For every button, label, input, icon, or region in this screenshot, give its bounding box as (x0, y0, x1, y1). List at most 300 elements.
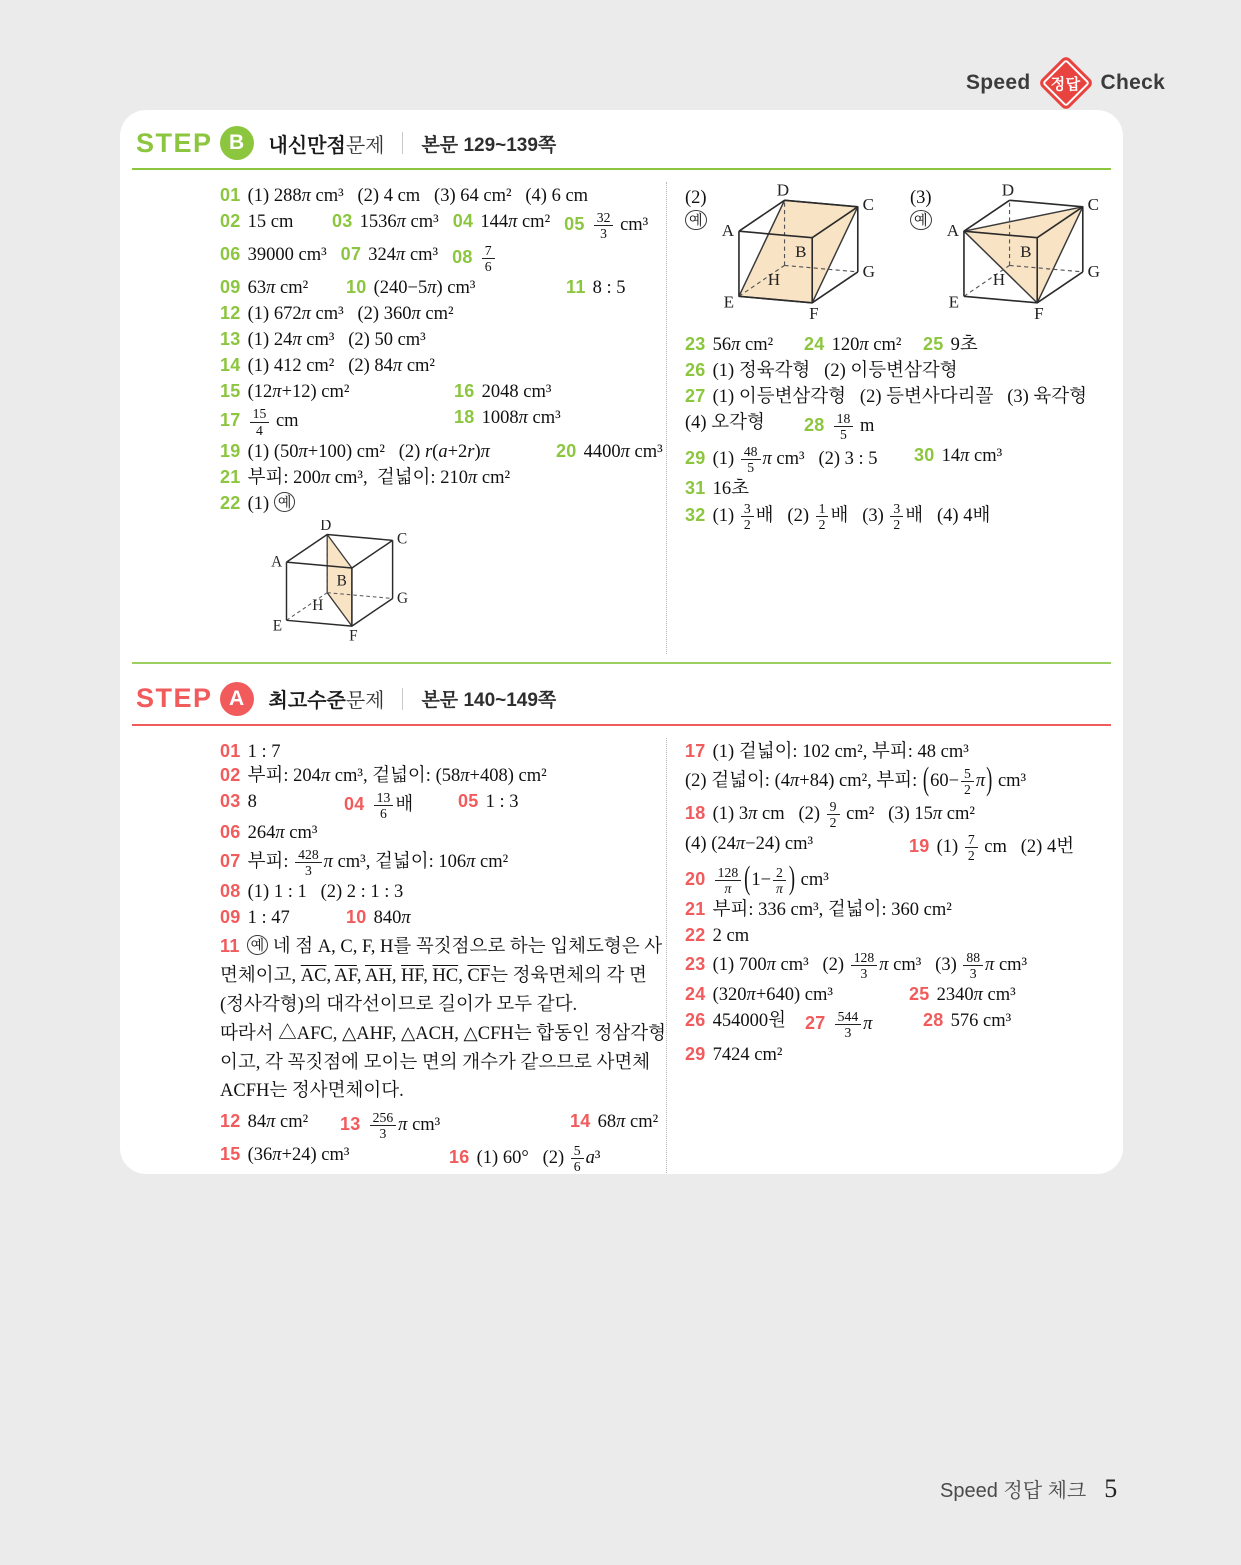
answer-text: (1) 412 cm² (2) 84π cm² (247, 356, 435, 377)
circled-ye-mark: 예 (274, 492, 296, 512)
answer-row (220, 847, 666, 878)
answer-row (685, 477, 1109, 532)
answer-item (685, 983, 895, 1007)
answer-row (220, 492, 666, 652)
fraction-denominator: 5 (747, 460, 755, 476)
fraction-denominator: 3 (304, 863, 312, 879)
answer-row (685, 444, 1109, 475)
answers-right-column (666, 738, 1109, 1174)
section-title-strong: 내신만점 (268, 134, 346, 157)
answer-text: 1 : 47 (247, 908, 290, 929)
step-letter-badge: B (220, 126, 254, 160)
answer-item (556, 440, 663, 464)
pi-symbol: π (323, 851, 333, 872)
answer-text: (1) 60° (2) $\frac{5}{6}$ a³ (476, 1143, 601, 1174)
answer-number: 23 (685, 334, 706, 355)
answer-number: 12 (220, 1111, 241, 1132)
answer-item (220, 821, 317, 845)
answer-item (685, 763, 1027, 799)
fraction-denominator: 2 (893, 517, 901, 533)
fraction (835, 1009, 862, 1040)
answer-number: 24 (804, 334, 825, 355)
fraction (715, 865, 742, 896)
answer-item (685, 444, 900, 475)
fraction-denominator: 5 (840, 427, 847, 443)
answer-text: (3) 예 (910, 188, 937, 229)
answer-number: 13 (340, 1114, 361, 1135)
fraction (374, 790, 394, 821)
answer-item (909, 983, 1016, 1007)
italic-variable: a (438, 441, 448, 462)
answer-item (341, 243, 438, 267)
answer-number: 04 (344, 793, 365, 814)
answer-item (346, 276, 552, 300)
fraction (851, 950, 878, 981)
answer-item (220, 302, 454, 326)
page-range: 본문 140~149쪽 (421, 690, 557, 712)
cube-vertex-label: D (320, 519, 332, 534)
answer-number: 12 (220, 303, 241, 324)
answer-text: 부피: 200π cm³, 겉넓이: 210π cm² (247, 467, 511, 488)
answer-text: $\frac{13}{6}$ 배 (372, 795, 414, 815)
step-letter-badge: A (220, 682, 254, 716)
answer-item (220, 328, 426, 352)
pi-symbol: π (427, 278, 437, 299)
cube-vertex-label: B (795, 242, 807, 262)
answer-number: 04 (452, 211, 474, 232)
fraction-numerator: 18 (834, 411, 854, 427)
answer-number: 18 (685, 802, 706, 823)
pi-symbol: π (411, 304, 421, 325)
fraction-numerator: 5 (571, 1143, 584, 1159)
pi-symbol: π (320, 765, 331, 786)
answer-row (685, 411, 1109, 442)
answer-row (220, 243, 666, 274)
fraction-numerator: 5 (961, 766, 974, 782)
answer-number: 09 (220, 277, 241, 298)
answer-text: (1) 700π cm³ (2) $\frac{128}{3}$ π cm³ (3) $\frac{88}{3}$ π cm³ (712, 950, 1028, 982)
overline-segment: $\overline{HF}$ (401, 966, 424, 987)
fraction-numerator: 3 (890, 501, 903, 517)
answer-row (220, 790, 666, 845)
answer-item (332, 210, 439, 234)
cube-figure (716, 184, 884, 331)
answer-row (220, 210, 666, 241)
header-divider (402, 688, 403, 710)
cube-vertex-label: C (862, 195, 875, 215)
answer-text: (1) 672π cm³ (2) 360π cm² (247, 304, 454, 325)
fraction (571, 1143, 584, 1174)
pi-symbol: π (766, 955, 776, 976)
fraction (741, 444, 761, 475)
answer-item (685, 862, 829, 898)
answer-item (685, 411, 790, 435)
answer-item (340, 1110, 556, 1141)
fraction-denominator: 2 (964, 781, 971, 797)
fraction-denominator: 2 (743, 517, 751, 533)
answer-item (346, 906, 411, 930)
answer-number: 23 (685, 954, 706, 975)
answer-text: 9초 (950, 335, 978, 356)
pi-symbol: π (398, 1115, 408, 1136)
answer-item (685, 924, 749, 948)
pi-symbol: π (616, 1112, 626, 1133)
answer-text: 2 cm (712, 926, 750, 947)
fraction-numerator: 7 (482, 243, 495, 259)
answer-number: 03 (220, 790, 241, 811)
fraction-denominator: 3 (969, 966, 977, 982)
fraction (773, 865, 786, 896)
answer-number: 28 (923, 1010, 944, 1031)
answer-number: 20 (685, 868, 706, 889)
answer-text: 1008π cm³ (481, 408, 561, 429)
cube-edge (286, 534, 327, 562)
cube-vertex-label: D (1001, 184, 1015, 200)
answer-text: 부피: 204π cm³, 겉넓이: (58π+408) cm² (247, 765, 547, 786)
pi-symbol: π (879, 955, 889, 976)
answer-text: (1) (50π+100) cm² (2) r(a+2r)π (247, 441, 490, 462)
cube-figure (941, 184, 1109, 331)
pi-symbol: π (973, 985, 983, 1006)
fraction-numerator: 13 (374, 790, 394, 806)
answer-number: 15 (220, 1144, 241, 1165)
answer-text: 4400π cm³ (583, 441, 663, 462)
answer-text: 14π cm³ (941, 446, 1003, 467)
answer-item (449, 1143, 600, 1174)
answer-text: $\frac{18}{5}$ m (832, 416, 875, 436)
fraction-denominator: 4 (256, 422, 263, 438)
answer-number: 11 (566, 277, 586, 298)
cube-edge (286, 620, 351, 626)
cube-figure (266, 520, 416, 652)
fraction-denominator: π (724, 881, 732, 897)
fraction-denominator: 6 (484, 259, 492, 275)
header-divider (402, 132, 403, 154)
fraction (370, 1110, 397, 1141)
answer-number: 15 (220, 381, 241, 402)
answer-item (685, 359, 958, 383)
answer-text: (1) $\frac{7}{2}$ cm (2) 4번 (936, 831, 1075, 864)
answer-number: 06 (220, 821, 241, 842)
cube-edge (1010, 200, 1083, 207)
cube-vertex-label: E (723, 292, 735, 312)
answer-row (220, 1143, 666, 1174)
answers-right-column (666, 182, 1109, 654)
answer-item (220, 906, 332, 930)
answer-number: 21 (220, 466, 241, 487)
fraction (827, 799, 840, 830)
answer-row (685, 1043, 1109, 1067)
section-bottom-rule (132, 662, 1111, 664)
cube-edge (964, 296, 1037, 303)
cube-vertex-label: D (776, 184, 790, 200)
answer-text: 예 네 점 A, C, F, H를 꼭짓점으로 하는 입체도형은 사면체이고, $\overline{AC}$, $\overline{AF}$, $\overline{AH}$, $\overline{HF}$, $\overline{HC}$, $\overline{CF}$는 정육면체의 각 면(정사각형)의 대각선이므로 길이가 모두 같다. 따라서 △AFC, △AHF, △ACH, △CFH는 합동인 정삼각형이고, 각 꼭짓점에 모이는 면의 개수가 같으므로 사면체 ACFH는 정사면체이다. (220, 937, 666, 1102)
answer-item (685, 501, 990, 532)
answer-item (220, 440, 542, 464)
pi-symbol: π (960, 446, 970, 467)
pi-symbol: π (480, 441, 490, 462)
fraction-numerator: 256 (370, 1110, 397, 1126)
cube-vertex-label: A (721, 221, 735, 241)
answer-row (685, 799, 1109, 830)
cube-vertex-label: G (1087, 261, 1101, 281)
answer-item (220, 764, 547, 788)
answer-number: 32 (685, 505, 706, 526)
answer-row (685, 763, 1109, 799)
cube-vertex-label: F (349, 627, 358, 645)
pi-symbol: π (508, 212, 518, 233)
answer-text: 1536π cm³ (359, 212, 439, 233)
answer-text: 7424 cm² (712, 1044, 783, 1065)
answer-text: 부피: 336 cm³, 겉넓이: 360 cm² (712, 900, 952, 921)
answer-row (685, 983, 1109, 1007)
fraction (816, 501, 829, 532)
answer-text: 15 cm (247, 212, 294, 233)
answer-row (220, 328, 666, 352)
answer-text: 부피: $\frac{428}{3}$ π cm³, 겉넓이: 106π cm² (247, 846, 509, 879)
pi-symbol: π (266, 1112, 276, 1133)
answers-columns (220, 182, 1109, 654)
answer-item (344, 790, 444, 821)
answer-row (685, 740, 1109, 764)
fraction-denominator: 6 (380, 805, 387, 821)
answer-number: 14 (220, 355, 241, 376)
big-paren-close: ) (986, 763, 993, 799)
answer-text: (12π+12) cm² (247, 382, 350, 403)
answers-left-column (220, 182, 666, 654)
overline-segment: $\overline{AF}$ (334, 966, 357, 987)
answer-text: 120π cm² (831, 335, 902, 356)
cube-edge (352, 540, 393, 568)
pi-symbol: π (863, 1014, 873, 1035)
fraction-denominator: 2 (967, 848, 975, 864)
cube-vertex-label: G (396, 589, 408, 607)
cube-vertex-label: B (1020, 242, 1032, 262)
answer-text: (4) 오각형 (685, 413, 765, 434)
answer-item (909, 832, 1074, 863)
pi-symbol: π (932, 803, 943, 824)
answer-number: 27 (685, 386, 706, 407)
cube-vertex-label: H (767, 269, 781, 289)
answer-text: (320π+640) cm³ (712, 985, 833, 1006)
cube-vertex-label: A (946, 221, 960, 241)
fraction (482, 243, 495, 274)
pi-symbol: π (392, 356, 403, 377)
answer-text: 16초 (712, 479, 749, 500)
overline-segment: $\overline{CF}$ (467, 966, 491, 987)
section-title-light: 문제 (345, 690, 385, 713)
page-footer (940, 1474, 1117, 1504)
cube-vertex-label: E (948, 292, 960, 312)
answer-row (220, 880, 666, 904)
answer-number: 16 (449, 1147, 470, 1168)
cube-vertex-label: F (1034, 304, 1044, 324)
answer-text: 576 cm³ (950, 1011, 1012, 1032)
answer-item (220, 880, 403, 904)
answer-item (452, 243, 496, 274)
section-title-light: 문제 (345, 134, 385, 157)
answer-item (805, 1009, 909, 1040)
answer-sheet-card (120, 110, 1123, 1174)
answer-number: 18 (454, 407, 475, 428)
fraction-denominator: 3 (844, 1025, 852, 1041)
answer-number: 13 (220, 329, 241, 350)
answer-number: 16 (454, 381, 475, 402)
fraction-numerator: 9 (827, 799, 840, 815)
answer-text: (1) $\frac{3}{2}$ 배 (2) $\frac{1}{2}$ 배 (3) $\frac{3}{2}$ 배 (4) 4배 (712, 501, 991, 533)
fraction-numerator: 428 (295, 847, 322, 863)
answer-item (220, 790, 330, 814)
answer-item (220, 276, 332, 300)
pi-symbol: π (320, 467, 331, 488)
answer-row (685, 1009, 1109, 1040)
pi-symbol: π (272, 1145, 282, 1166)
cube-vertex-label: C (396, 529, 408, 547)
fraction-numerator: 7 (965, 832, 978, 848)
pi-symbol: π (266, 278, 276, 299)
answer-row (220, 276, 666, 300)
fraction-numerator: 1 (816, 501, 829, 517)
cube-vertex-label: B (336, 572, 347, 590)
fraction-numerator: 128 (851, 950, 878, 966)
answer-item (923, 333, 978, 357)
answer-number: 20 (556, 440, 577, 461)
circled-ye-mark: 예 (685, 210, 707, 230)
fraction-numerator: 32 (594, 210, 614, 226)
answer-number: 01 (220, 185, 241, 205)
answer-text: (4) (24π−24) cm³ (685, 833, 814, 854)
answer-number: 24 (685, 984, 706, 1005)
circled-ye-mark: 예 (247, 935, 269, 955)
answer-number: 09 (220, 907, 241, 928)
pi-symbol: π (985, 955, 995, 976)
pi-symbol: π (298, 441, 308, 462)
answer-item (220, 243, 327, 267)
answer-item (220, 354, 435, 378)
answer-number: 06 (220, 244, 241, 265)
answer-item (220, 210, 318, 234)
answer-text: 56π cm² (712, 335, 774, 356)
answer-row (685, 333, 1109, 357)
answer-text: (1) 24π cm³ (2) 50 cm³ (247, 330, 426, 351)
answer-number: 25 (909, 984, 930, 1005)
italic-variable: r (424, 441, 433, 462)
pi-symbol: π (301, 304, 311, 325)
section-title (269, 129, 385, 158)
pi-symbol: π (275, 822, 285, 843)
answer-item (220, 492, 416, 652)
pi-symbol: π (746, 985, 756, 1006)
answer-item (564, 210, 648, 241)
fraction-numerator: 128 (715, 865, 742, 881)
answer-row (220, 380, 666, 404)
answer-number: 19 (909, 835, 930, 856)
answer-text: (1) 1 : 1 (2) 2 : 1 : 3 (247, 882, 404, 903)
answer-text: (2) 예 (685, 188, 712, 229)
answer-row (220, 740, 666, 788)
answer-row (220, 932, 666, 1106)
answer-text: (1) 이등변삼각형 (2) 등변사다리꼴 (3) 육각형 (712, 387, 1088, 408)
answer-number: 01 (220, 740, 241, 761)
italic-variable: a (585, 1148, 595, 1169)
answer-item (220, 1110, 326, 1134)
answer-text (833, 1009, 873, 1041)
answer-item (923, 1009, 1011, 1033)
answer-number: 11 (220, 936, 240, 957)
answer-row (220, 354, 666, 378)
answer-row (220, 440, 666, 464)
pi-symbol: π (396, 245, 406, 266)
pi-symbol: π (735, 833, 746, 854)
answer-text: 324π cm³ (368, 245, 439, 266)
answer-item (570, 1110, 658, 1134)
answer-row (685, 924, 1109, 948)
answer-item (220, 380, 440, 404)
answer-text: 264π cm³ (247, 822, 318, 843)
answer-text: 2340π cm³ (936, 985, 1016, 1006)
answer-text (480, 243, 497, 275)
answer-text: 84π cm² (247, 1112, 309, 1133)
answer-text: (1) 겉넓이: 102 cm², 부피: 48 cm³ (712, 741, 969, 762)
answer-text: 39000 cm³ (247, 245, 327, 266)
answer-text: 1 : 7 (247, 741, 281, 762)
answer-text: 2048 cm³ (481, 382, 552, 403)
cube-vertex-label: E (272, 617, 283, 635)
answer-item (220, 466, 510, 490)
answer-item (220, 406, 440, 437)
fraction (594, 210, 614, 241)
big-paren-close: ) (788, 862, 796, 898)
fraction-numerator: 88 (963, 950, 983, 966)
answer-row (685, 359, 1109, 383)
answer-number: 07 (220, 850, 241, 871)
circled-ye-mark: 예 (910, 210, 932, 230)
answers-left-column (220, 738, 666, 1174)
page-range: 본문 129~139쪽 (421, 134, 557, 156)
answer-text: 8 : 5 (592, 278, 626, 299)
answer-number: 21 (685, 899, 706, 920)
answer-item (685, 1009, 791, 1033)
fraction-denominator: 2 (818, 517, 826, 533)
big-paren-open: ( (744, 862, 751, 898)
pi-symbol: π (401, 908, 411, 929)
answer-number: 05 (458, 790, 479, 811)
answer-item (685, 898, 952, 922)
answer-text: 144π cm² (480, 212, 551, 233)
answer-number: 27 (805, 1013, 826, 1034)
pi-symbol: π (748, 803, 758, 824)
answer-text: (1) $\frac{48}{5}$ π cm³ (2) 3 : 5 (712, 444, 878, 476)
fraction (295, 847, 322, 878)
cube-vertex-label: A (271, 553, 283, 571)
answer-number: 26 (685, 1010, 706, 1031)
answer-number: 17 (220, 410, 241, 431)
answer-text: (1) 정육각형 (2) 이등변삼각형 (712, 361, 958, 382)
fraction-numerator: 544 (835, 1009, 862, 1025)
answer-item (804, 333, 909, 357)
answer-number: 26 (685, 360, 706, 381)
pi-symbol: π (301, 186, 311, 206)
fraction-numerator: 48 (741, 444, 761, 460)
answer-item (566, 276, 626, 300)
step-label: STEP (136, 127, 213, 158)
answer-item (220, 937, 666, 1101)
answer-row (685, 898, 1109, 922)
page-number: 5 (1104, 1474, 1118, 1503)
overline-segment: $\overline{AH}$ (365, 966, 392, 987)
answer-item (914, 444, 1002, 468)
section-title (269, 684, 385, 713)
